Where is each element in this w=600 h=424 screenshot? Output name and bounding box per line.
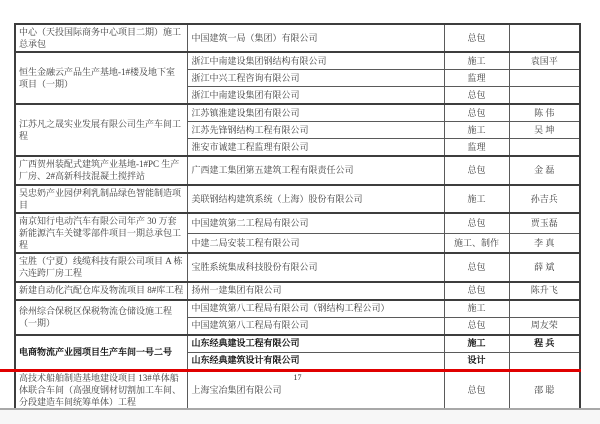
person-name-cell: 李 真 <box>509 233 580 253</box>
role-cell: 监理 <box>444 139 509 157</box>
company-name-cell: 美联钢结构建筑系统（上海）股份有限公司 <box>187 185 444 213</box>
role-cell: 监理 <box>444 70 509 87</box>
company-name-cell: 浙江中南建设集团有限公司 <box>187 87 444 105</box>
person-name-cell <box>509 139 580 157</box>
role-cell: 总包 <box>444 87 509 105</box>
role-cell: 总包 <box>444 24 509 52</box>
person-name-cell: 袁国平 <box>509 52 580 70</box>
company-name-cell: 宝胜系统集成科技股份有限公司 <box>187 253 444 281</box>
company-name-cell: 山东经典建筑设计有限公司 <box>187 352 444 370</box>
project-name-cell: 电商物流产业园项目生产车间一号二号 <box>15 335 187 370</box>
role-cell: 总包 <box>444 317 509 335</box>
person-name-cell <box>509 352 580 370</box>
projects-table-body <box>15 24 580 410</box>
red-highlight-underline <box>0 369 581 372</box>
role-cell: 总包 <box>444 156 509 184</box>
person-name-cell: 程 兵 <box>509 335 580 353</box>
role-cell: 施工 <box>444 185 509 213</box>
role-cell: 施工 <box>444 52 509 70</box>
person-name-cell: 薛 斌 <box>509 253 580 281</box>
role-cell: 总包 <box>444 282 509 300</box>
table-row <box>15 213 580 233</box>
role-cell: 施工 <box>444 122 509 139</box>
project-name-cell: 宝胜（宁夏）线缆科技有限公司项目 A 栋六连跨厂房工程 <box>15 253 187 281</box>
company-name-cell: 江苏镇淮建设集团有限公司 <box>187 104 444 122</box>
company-name-cell: 江苏先锋钢结构工程有限公司 <box>187 122 444 139</box>
table-row <box>15 185 580 213</box>
project-name-cell: 中心（天投国际商务中心项目二期）施工总承包 <box>15 24 187 52</box>
person-name-cell: 吴 坤 <box>509 122 580 139</box>
company-name-cell: 淮安市诚建工程监理有限公司 <box>187 139 444 157</box>
company-name-cell: 中国建筑一局（集团）有限公司 <box>187 24 444 52</box>
person-name-cell: 周友荣 <box>509 317 580 335</box>
projects-table <box>14 23 581 411</box>
table-row <box>15 300 580 318</box>
table-row <box>15 104 580 122</box>
person-name-cell: 陈 伟 <box>509 104 580 122</box>
project-name-cell: 恒生金融云产品生产基地-1#楼及地下室项目（一期） <box>15 52 187 104</box>
company-name-cell: 山东经典建设工程有限公司 <box>187 335 444 353</box>
role-cell: 总包 <box>444 370 509 410</box>
company-name-cell: 中国建筑第八工程局有限公司 <box>187 317 444 335</box>
table-row <box>15 282 580 300</box>
below-page-area <box>0 410 600 424</box>
person-name-cell: 金 磊 <box>509 156 580 184</box>
project-name-cell: 吴忠奶产业园伊利乳制品绿色智能制造项目 <box>15 185 187 213</box>
person-name-cell <box>509 300 580 318</box>
project-name-cell: 广西贺州装配式建筑产业基地-1#PC 生产厂房、2#高新科技混凝土搅拌站 <box>15 156 187 184</box>
company-name-cell: 广西建工集团第五建筑工程有限责任公司 <box>187 156 444 184</box>
role-cell: 设计 <box>444 352 509 370</box>
table-row <box>15 253 580 281</box>
role-cell: 施工、制作 <box>444 233 509 253</box>
project-name-cell: 江苏凡之晟实业发展有限公司生产车间工程 <box>15 104 187 156</box>
company-name-cell: 中建二局安装工程有限公司 <box>187 233 444 253</box>
project-name-cell: 新建自动化汽配仓库及物流项目 8#库工程 <box>15 282 187 300</box>
table-row <box>15 52 580 70</box>
table-row <box>15 335 580 353</box>
company-name-cell: 浙江中南建设集团钢结构有限公司 <box>187 52 444 70</box>
table-row <box>15 24 580 52</box>
person-name-cell <box>509 87 580 105</box>
person-name-cell: 邵 聪 <box>509 370 580 410</box>
role-cell: 总包 <box>444 213 509 233</box>
role-cell: 总包 <box>444 253 509 281</box>
person-name-cell: 贾玉磊 <box>509 213 580 233</box>
project-name-cell: 高技术船舶制造基地建设项目 13#单体船体联合车间（高强度钢材切割加工车间、分段建造车间统筹单体）工程 <box>15 370 187 410</box>
person-name-cell <box>509 70 580 87</box>
company-name-cell: 扬州一建集团有限公司 <box>187 282 444 300</box>
person-name-cell: 陈升飞 <box>509 282 580 300</box>
project-name-cell: 徐州综合保税区保税物流仓储设施工程（一期） <box>15 300 187 335</box>
person-name-cell: 孙吉兵 <box>509 185 580 213</box>
table-row <box>15 156 580 184</box>
role-cell: 总包 <box>444 104 509 122</box>
page-number: 17 <box>293 373 302 382</box>
role-cell: 施工 <box>444 335 509 353</box>
project-name-cell: 南京知行电动汽车有限公司年产 30 万套新能源汽车关键零部件项目一期总承包工程 <box>15 213 187 253</box>
company-name-cell: 中国建筑第八工程局有限公司（钢结构工程公司） <box>187 300 444 318</box>
company-name-cell: 中国建筑第二工程局有限公司 <box>187 213 444 233</box>
role-cell: 施工 <box>444 300 509 318</box>
company-name-cell: 上海宝冶集团有限公司 <box>187 370 444 410</box>
company-name-cell: 浙江中兴工程咨询有限公司 <box>187 70 444 87</box>
person-name-cell <box>509 24 580 52</box>
